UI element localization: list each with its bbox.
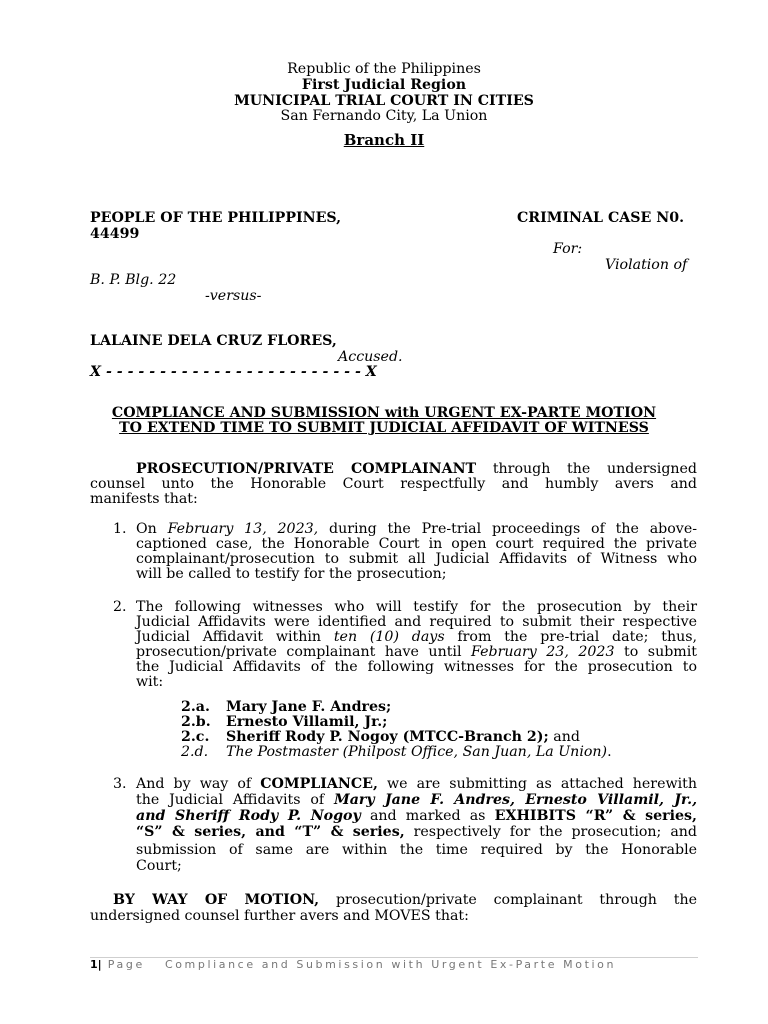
item-2-line-5: the Judicial Affidavits of the following witnesses for the prosecution to bbox=[136, 659, 697, 675]
document-title-line-1: COMPLIANCE AND SUBMISSION with URGENT EX-PARTE MOTION bbox=[111, 405, 657, 421]
region-line: First Judicial Region bbox=[301, 77, 467, 93]
witness-num: 2.a. bbox=[181, 699, 210, 715]
item-1-line-2: captioned case, the Honorable Court in open court required the private bbox=[136, 536, 697, 552]
item-3-line-6: Court; bbox=[136, 858, 182, 874]
witness-item: Mary Jane F. Andres; bbox=[226, 699, 392, 715]
deadline-date: February 23, 2023 bbox=[471, 644, 615, 660]
motion-line-1: BY WAY OF MOTION, prosecution/private complainant through the bbox=[113, 892, 697, 908]
case-number: 44499 bbox=[90, 226, 140, 242]
plaintiff-name: PEOPLE OF THE PHILIPPINES, bbox=[90, 210, 342, 226]
item-3-line-2: the Judicial Affidavits of Mary Jane F. Andres, Ernesto Villamil, Jr., bbox=[136, 792, 698, 808]
republic-line: Republic of the Philippines bbox=[287, 61, 481, 77]
page-word: Page bbox=[107, 958, 145, 971]
intro-line-1: PROSECUTION/PRIVATE COMPLAINANT through the undersigned bbox=[136, 461, 698, 477]
witness-num: 2.c. bbox=[181, 729, 210, 745]
page-footer: 1| Page Compliance and Submission with Urgent Ex-Parte Motion bbox=[90, 958, 617, 971]
city-line: San Fernando City, La Union bbox=[280, 108, 488, 124]
violation-label: Violation of bbox=[605, 257, 688, 273]
witness-item: Sheriff Rody P. Nogoy (MTCC-Branch 2); and bbox=[226, 729, 580, 745]
page-number: 1 bbox=[90, 958, 98, 971]
court-line: MUNICIPAL TRIAL COURT IN CITIES bbox=[234, 93, 534, 109]
intro-lead: PROSECUTION/PRIVATE COMPLAINANT bbox=[136, 461, 477, 477]
for-label: For: bbox=[553, 241, 583, 257]
item-3-line-3: and Sheriff Rody P. Nogoy and marked as EXHIBITS “R” & series, bbox=[136, 808, 697, 824]
motion-line-2: undersigned counsel further avers and MOVES that: bbox=[90, 908, 469, 924]
item-3-line-1: And by way of COMPLIANCE, we are submitting as attached herewith bbox=[136, 776, 698, 792]
document-title-line-2: TO EXTEND TIME TO SUBMIT JUDICIAL AFFIDAVIT OF WITNESS bbox=[119, 420, 649, 436]
item-2-line-1: The following witnesses who will testify for the prosecution by their bbox=[136, 599, 697, 615]
branch-line: Branch II bbox=[343, 131, 425, 149]
item-1-line-3: complainant/prosecution to submit all Judicial Affidavits of Witness who bbox=[136, 551, 697, 567]
item-3-line-5: submission of same are within the time required by the Honorable bbox=[136, 842, 697, 858]
law-label: B. P. Blg. 22 bbox=[90, 272, 177, 288]
witness-num: 2.d. bbox=[181, 744, 209, 760]
item-3-line-4: “S” & series, and “T” & series, respectively for the prosecution; and bbox=[136, 824, 697, 840]
item-2-line-6: wit: bbox=[136, 674, 164, 690]
case-label: CRIMINAL CASE N0. bbox=[517, 210, 685, 226]
item-3-number: 3. bbox=[113, 776, 127, 792]
intro-line-3: manifests that: bbox=[90, 491, 198, 507]
versus-label: -versus- bbox=[205, 288, 262, 304]
accused-label: Accused. bbox=[338, 349, 403, 365]
item-1-line-1: On February 13, 2023, during the Pre-trial proceedings of the above- bbox=[136, 521, 698, 537]
pretrial-date: February 13, 2023, bbox=[167, 521, 319, 537]
item-2-line-2: Judicial Affidavits were identified and required to submit their respective bbox=[136, 614, 697, 630]
intro-line-2: counsel unto the Honorable Court respectfully and humbly avers and bbox=[90, 476, 697, 492]
footer-doc-title: Compliance and Submission with Urgent Ex-Parte Motion bbox=[164, 958, 617, 971]
item-2-number: 2. bbox=[113, 599, 127, 615]
witness-num: 2.b. bbox=[181, 714, 211, 730]
caption-x-line: X - - - - - - - - - - - - - - - - - - - - - - - - X bbox=[90, 364, 377, 380]
item-2-line-3: Judicial Affidavit within ten (10) days from the pre-trial date; thus, bbox=[136, 629, 698, 645]
item-1-line-4: will be called to testify for the prosecution; bbox=[136, 566, 447, 582]
witness-item: The Postmaster (Philpost Office, San Juan, La Union). bbox=[226, 744, 612, 760]
witness-item: Ernesto Villamil, Jr.; bbox=[226, 714, 388, 730]
item-1-number: 1. bbox=[113, 521, 127, 537]
accused-name: LALAINE DELA CRUZ FLORES, bbox=[90, 333, 337, 349]
motion-lead: BY WAY OF MOTION, bbox=[113, 892, 320, 908]
item-2-line-4: prosecution/private complainant have until February 23, 2023 to submit bbox=[136, 644, 697, 660]
